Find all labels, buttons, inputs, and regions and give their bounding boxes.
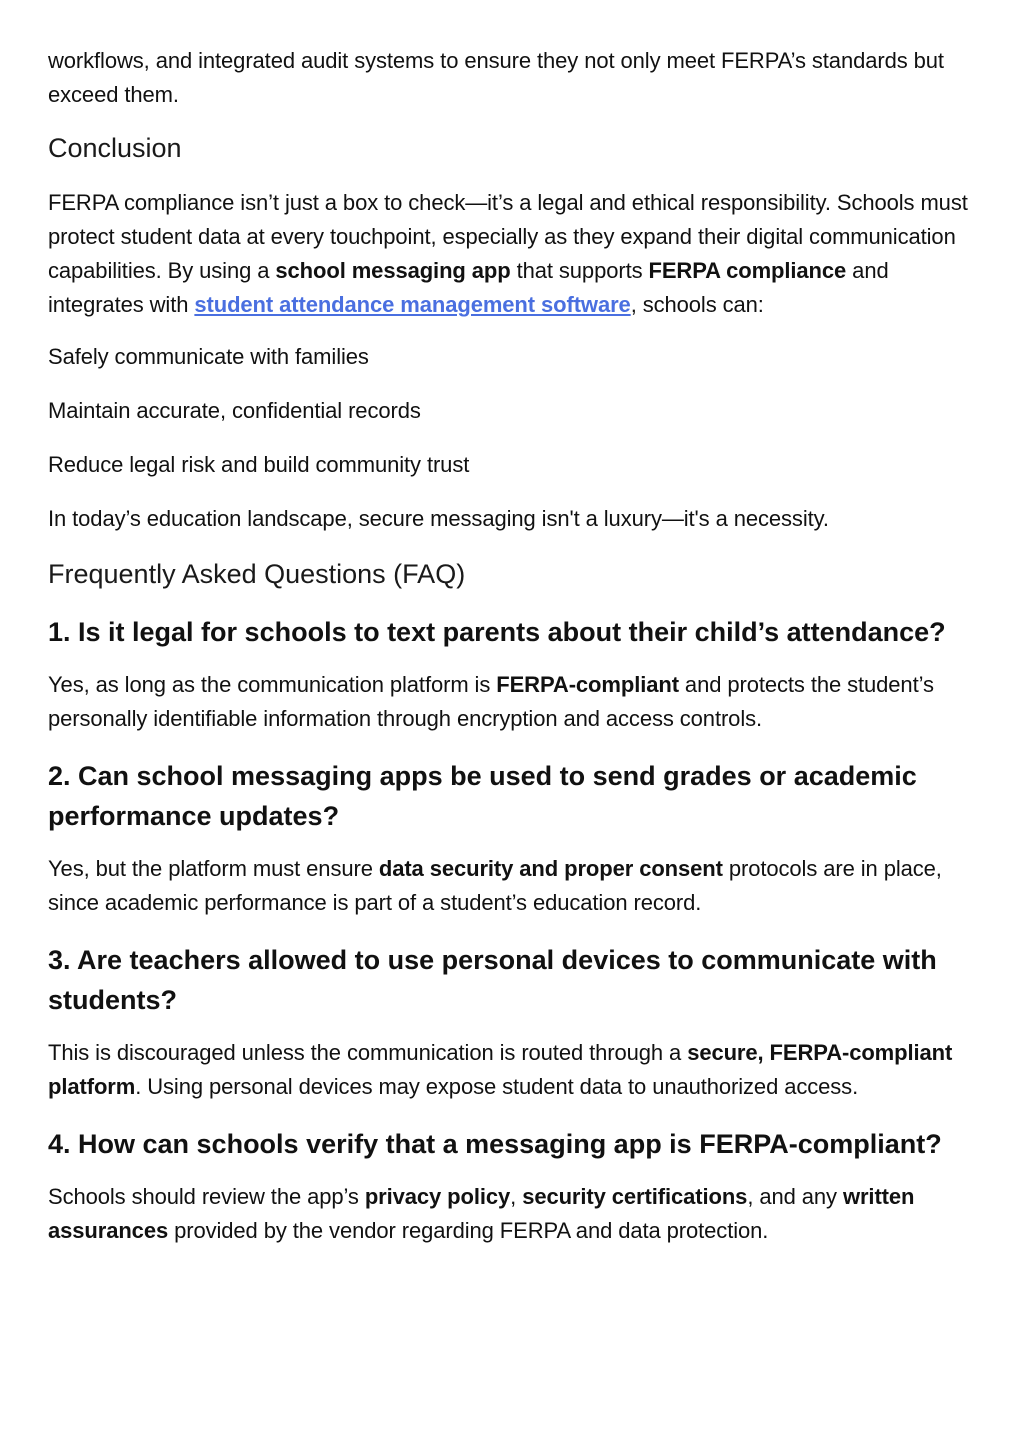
answer-text: This is discouraged unless the communication is routed through a [48,1040,688,1065]
faq-answer-2 [48,852,978,920]
closing-paragraph: In today’s education landscape, secure messaging isn't a luxury—it's a necessity. [48,506,829,531]
faq-answer-4 [48,1180,978,1248]
conclusion-text-1: FERPA compliance isn’t just a box to check—it’s a legal and ethical responsibility. Schools must protect student data at every touchpoint, especially as they expand their digital communication capabilities. By using a [48,190,968,283]
faq-answer-3 [48,1036,978,1104]
faq-question-1: 1. Is it legal for schools to text parents about their child’s attendance? [48,617,946,647]
list-item: Maintain accurate, confidential records [48,398,421,423]
answer-bold: FERPA-compliant [496,672,679,697]
answer-text: Yes, but the platform must ensure [48,856,379,881]
attendance-software-link[interactable]: student attendance management software [194,292,631,317]
ferpa-compliance-bold: FERPA compliance [648,258,847,283]
faq-question-3: 3. Are teachers allowed to use personal devices to communicate with students? [48,945,937,1015]
answer-text: protocols are in place, since academic performance is part of a student’s education record. [48,856,942,915]
conclusion-text-3: and integrates with [48,258,889,317]
conclusion-heading: Conclusion [48,133,182,163]
faq-answer-1 [48,668,978,736]
intro-paragraph: workflows, and integrated audit systems to ensure they not only meet FERPA’s standards but exceed them. [48,48,944,107]
answer-text: , and any [747,1184,843,1209]
answer-bold: security certifications [522,1184,748,1209]
answer-bold: data security and proper consent [378,856,723,881]
faq-heading: Frequently Asked Questions (FAQ) [48,559,466,589]
answer-text: Yes, as long as the communication platform is [48,672,497,697]
answer-text: Schools should review the app’s [48,1184,365,1209]
answer-bold: privacy policy [364,1184,511,1209]
conclusion-text-2: that supports [510,258,649,283]
answer-text: and protects the student’s personally identifiable information through encryption and access controls. [48,672,934,731]
faq-question-2: 2. Can school messaging apps be used to send grades or academic performance updates? [48,761,917,831]
faq-question-4: 4. How can schools verify that a messaging app is FERPA-compliant? [48,1129,942,1159]
conclusion-text-4: , schools can: [630,292,764,317]
school-messaging-app-bold: school messaging app [275,258,511,283]
document-page [48,44,978,1268]
answer-text: . Using personal devices may expose student data to unauthorized access. [135,1074,859,1099]
answer-bold: secure, FERPA-compliant platform [48,1040,953,1099]
list-item: Reduce legal risk and build community trust [48,452,470,477]
answer-bold: written assurances [48,1184,915,1243]
answer-text: provided by the vendor regarding FERPA and data protection. [168,1218,769,1243]
list-item: Safely communicate with families [48,344,369,369]
answer-text: , [510,1184,523,1209]
conclusion-paragraph [48,186,978,322]
